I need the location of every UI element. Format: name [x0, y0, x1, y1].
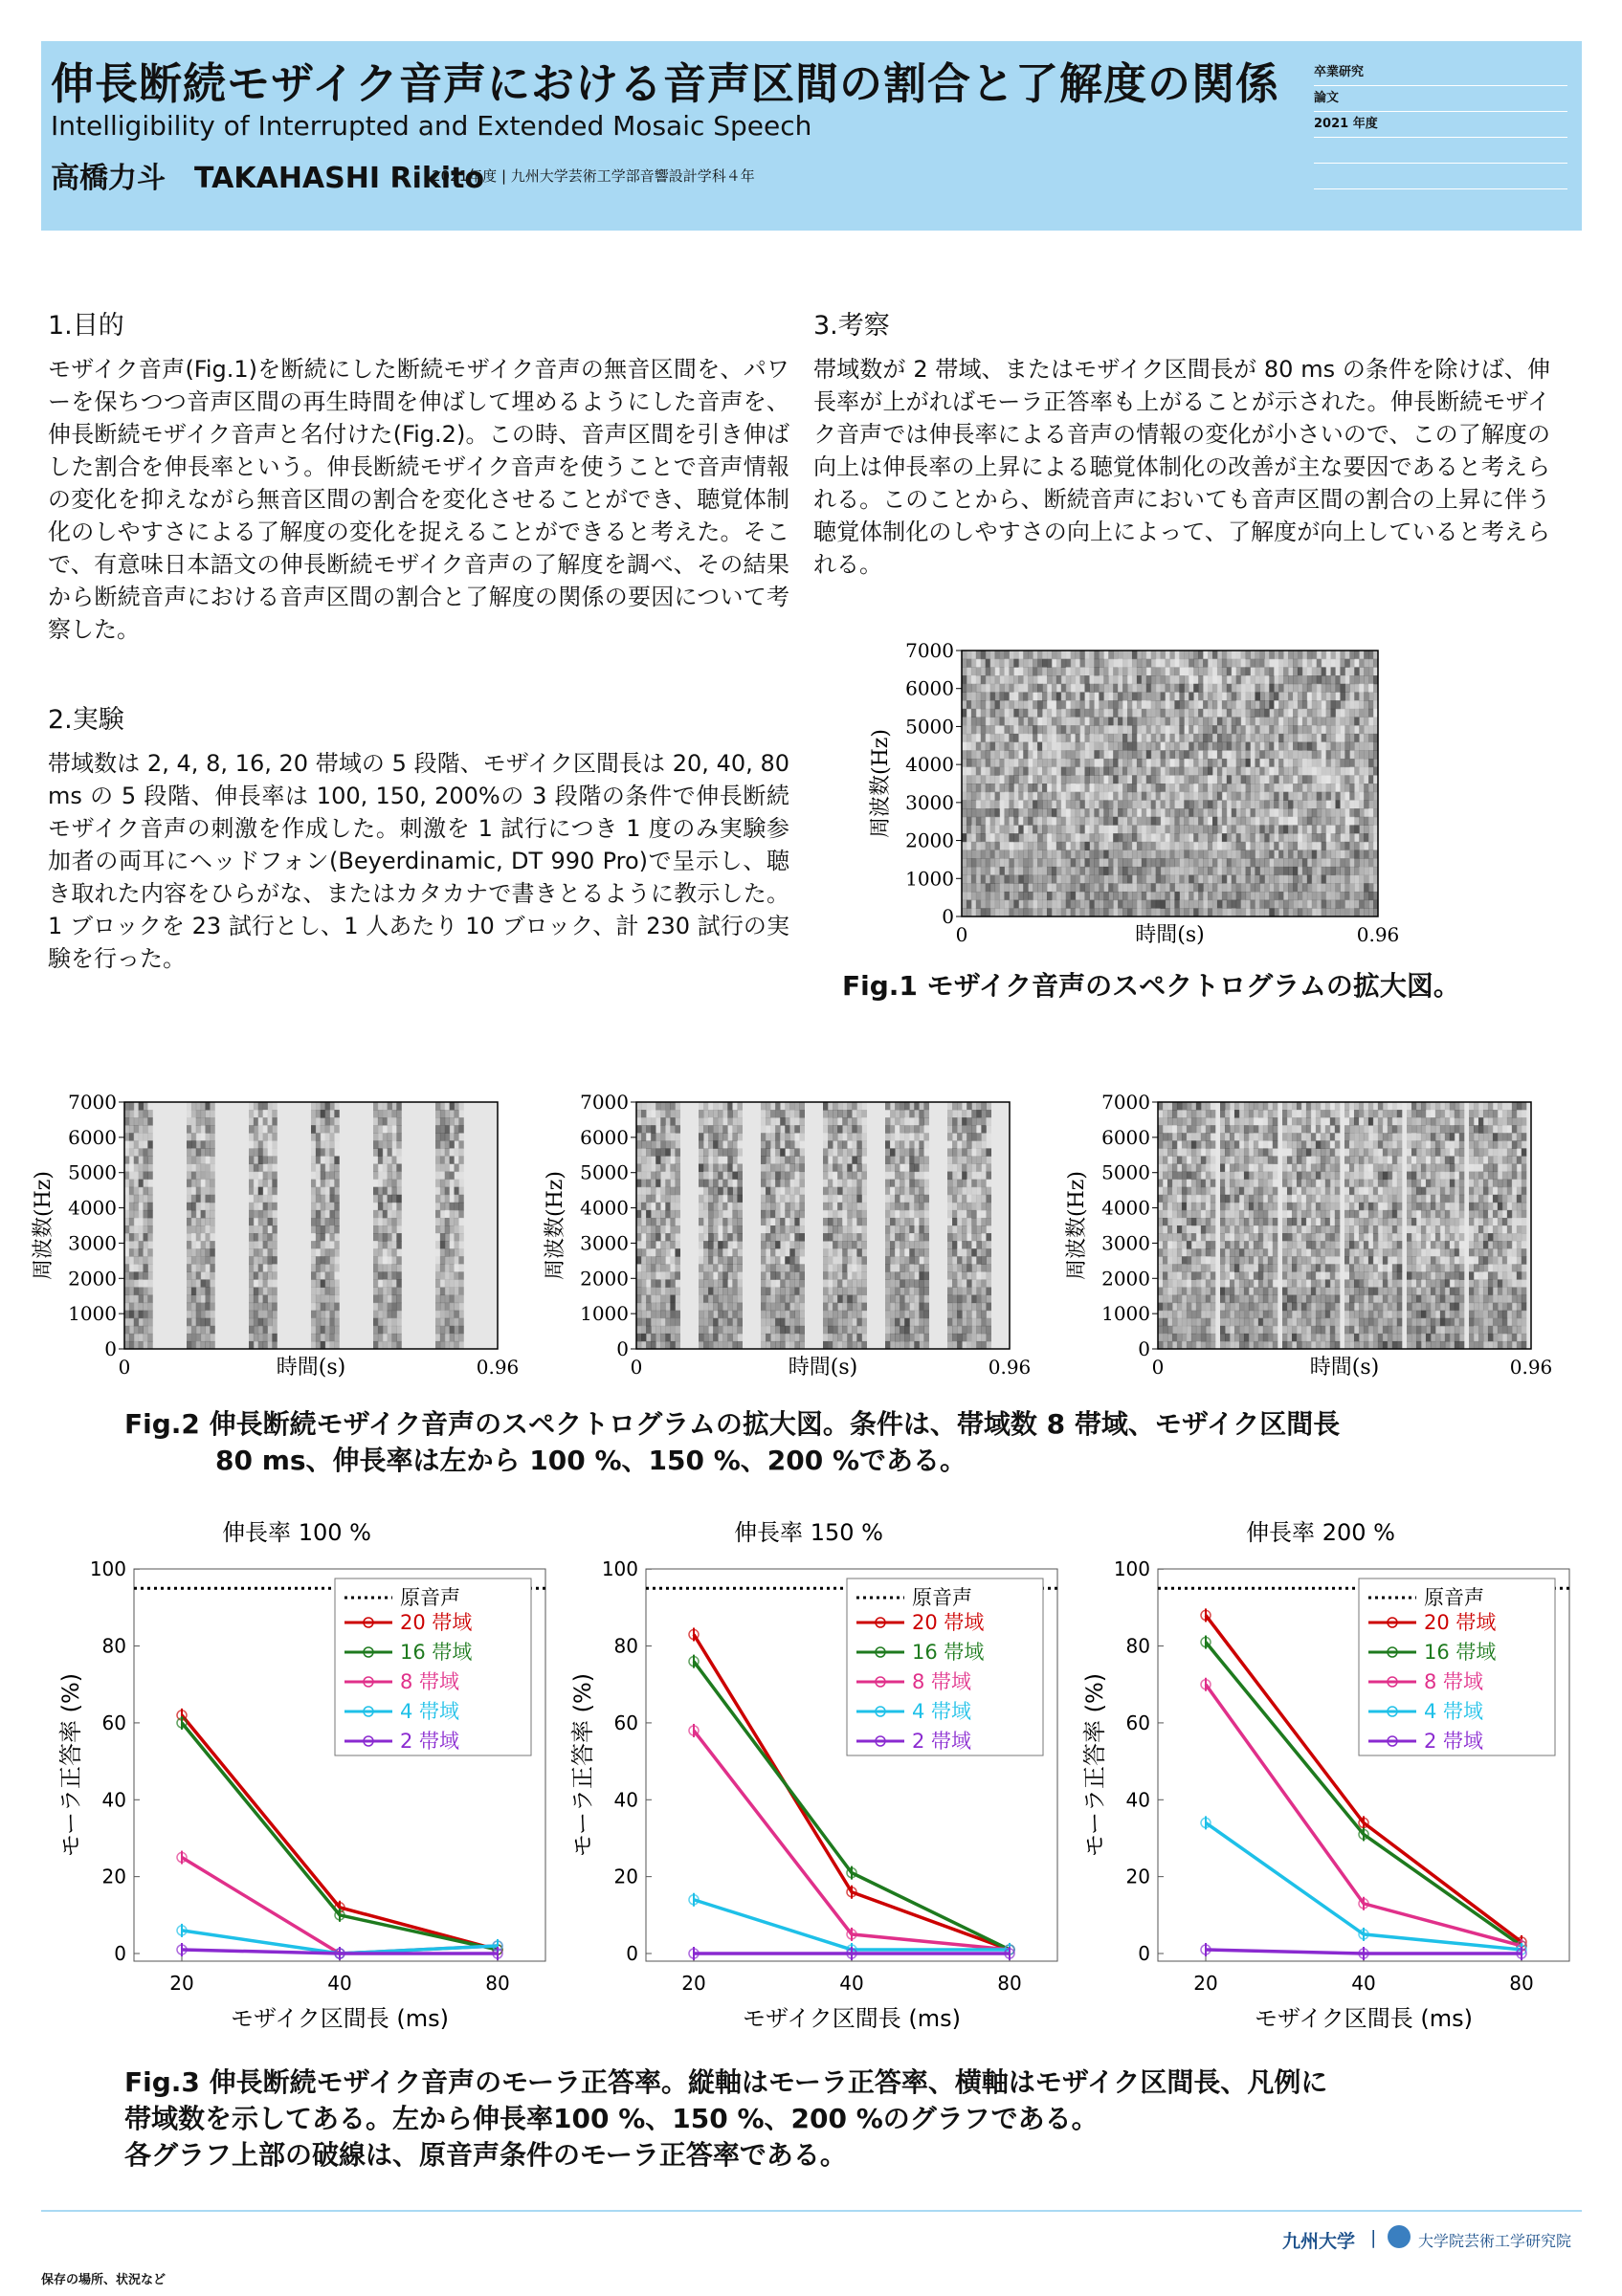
spectrogram-segment — [1013, 651, 1066, 917]
legend-label: 4 帯域 — [400, 1700, 460, 1723]
legend-label: 8 帯域 — [1424, 1670, 1484, 1693]
y-axis-label: 周波数(Hz) — [1065, 1171, 1089, 1280]
x-tick-label: 40 — [839, 1972, 864, 1995]
y-tick-label: 0 — [942, 905, 954, 928]
fig3-chart-200 — [1072, 1512, 1589, 2047]
fig1-caption: Fig.1 モザイク音声のスペクトログラムの拡大図。 — [842, 970, 1460, 1002]
y-tick-label: 3000 — [68, 1231, 117, 1255]
y-tick-label: 40 — [613, 1788, 638, 1812]
page-title: 伸長断続モザイク音声における音声区間の割合と了解度の関係 — [51, 58, 1279, 109]
spectrogram-segment — [636, 1102, 680, 1350]
x-tick-label: 80 — [1509, 1972, 1534, 1995]
legend-label: 原音声 — [912, 1586, 972, 1609]
spectrogram-svg — [29, 1091, 526, 1397]
section-heading: 3.考察 — [813, 311, 890, 341]
y-tick-label: 3000 — [1101, 1231, 1150, 1255]
y-tick-label: 0 — [104, 1337, 117, 1360]
y-tick-label: 20 — [1125, 1865, 1150, 1888]
logo-separator: | — [1370, 2227, 1377, 2248]
fig1-spectrogram — [866, 639, 1407, 964]
y-tick-label: 6000 — [580, 1125, 629, 1149]
spectrogram-segment — [1222, 651, 1275, 917]
fig3-caption-line2: 帯域数を示してある。左から伸長率100 %、150 %、200 %のグラフである。 — [124, 2103, 1099, 2134]
y-tick-label: 5000 — [580, 1160, 629, 1184]
y-tick-label: 6000 — [68, 1125, 117, 1149]
line-chart-svg — [48, 1512, 565, 2047]
chart-title: 伸長率 150 % — [734, 1519, 883, 1546]
x-axis-label: 時間(s) — [788, 1356, 858, 1380]
header-banner — [41, 41, 1582, 231]
y-tick-label: 20 — [613, 1865, 638, 1888]
spectrogram-segment — [1158, 1102, 1215, 1350]
x-axis-label: 時間(s) — [1309, 1356, 1380, 1380]
spectrogram-segment — [1282, 1102, 1340, 1350]
y-tick-label: 5000 — [905, 715, 954, 739]
section-purpose — [48, 304, 789, 646]
spectrogram-segment — [962, 651, 1014, 917]
legend-label: 20 帯域 — [912, 1611, 985, 1634]
author-name: 高橋力斗 TAKAHASHI Rikito — [51, 162, 485, 195]
spectrogram-segment — [761, 1102, 805, 1350]
x-tick-label: 20 — [169, 1972, 194, 1995]
legend-label: 2 帯域 — [1424, 1730, 1484, 1753]
fig3-caption — [124, 2064, 1579, 2174]
y-tick-label: 0 — [616, 1337, 629, 1360]
legend-label: 原音声 — [1424, 1586, 1484, 1609]
y-tick-label: 0 — [1138, 1337, 1150, 1360]
x-tick-label: 0.96 — [1509, 1356, 1553, 1379]
x-tick-label: 20 — [681, 1972, 706, 1995]
x-tick-label: 80 — [485, 1972, 510, 1995]
y-tick-label: 3000 — [580, 1231, 629, 1255]
meta-cell — [1314, 164, 1567, 189]
fig3-chart-100 — [48, 1512, 565, 2047]
y-tick-label: 20 — [101, 1865, 126, 1888]
x-axis-label: モザイク区間長 (ms) — [742, 2005, 962, 2032]
series-line — [694, 1900, 1010, 1950]
spectrogram-segment — [823, 1102, 867, 1350]
x-axis-label: 時間(s) — [1135, 923, 1205, 947]
y-tick-label: 80 — [1125, 1634, 1150, 1658]
y-tick-label: 4000 — [68, 1196, 117, 1220]
fig2-caption-line2: 80 ms、伸長率は左から 100 %、150 %、200 %である。 — [215, 1445, 967, 1476]
spectrogram-segment — [1274, 651, 1326, 917]
y-tick-label: 7000 — [68, 1091, 117, 1114]
legend-label: 8 帯域 — [912, 1670, 972, 1693]
spectrogram-segment — [1170, 651, 1223, 917]
fig2-caption — [124, 1406, 1579, 1479]
section-body: 帯域数は 2, 4, 8, 16, 20 帯域の 5 段階、モザイク区間長は 20, 40, 80 ms の 5 段階、伸長率は 100, 150, 200%の 3 段階の条件で伸長断続モザイク音声の刺激を作成した。刺激を 1 試行につき 1 度のみ実験参加者の両耳にヘッドフォン(Beyerdinamic, DT 990 Pro)で呈示し、聴き取れた内容をひらがな、またはカタカナで書きとるように教示した。1 ブロックを 23 試行とし、1 人あたり 10 ブロック、計 230 試行の実験を行った。 — [48, 750, 789, 972]
y-tick-label: 2000 — [905, 828, 954, 852]
y-tick-label: 5000 — [1101, 1160, 1150, 1184]
section-experiment — [48, 698, 789, 975]
x-tick-label: 40 — [1351, 1972, 1376, 1995]
fig3-caption-line3: 各グラフ上部の破線は、原音声条件のモーラ正答率である。 — [124, 2139, 847, 2171]
x-tick-label: 0 — [955, 923, 968, 946]
meta-cell: 2021 年度 — [1314, 112, 1567, 138]
spectrogram-svg — [1062, 1091, 1560, 1397]
x-tick-label: 0.96 — [988, 1356, 1032, 1379]
y-tick-label: 1000 — [905, 867, 954, 891]
y-tick-label: 0 — [1138, 1942, 1150, 1965]
spectrogram-segment — [249, 1102, 278, 1350]
x-tick-label: 0 — [630, 1356, 643, 1379]
x-tick-label: 20 — [1193, 1972, 1218, 1995]
section-heading: 2.実験 — [48, 705, 124, 735]
faculty-emblem-icon — [1388, 2225, 1411, 2248]
section-body: 帯域数が 2 帯域、またはモザイク区間長が 80 ms の条件を除けば、伸長率が上がればモーラ正答率も上がることが示された。伸長断続モザイク音声では伸長率による音声の情報の変化が小さいので、この了解度の向上は伸長率の上昇による聴覚体制化の改善が主な要因であると考えられる。このことから、断続音声においても音声区間の割合の上昇に伴う聴覚体制化のしやすさの向上によって、了解度が向上していると考えられる。 — [813, 356, 1550, 578]
y-tick-label: 6000 — [1101, 1125, 1150, 1149]
y-axis-label: 周波数(Hz) — [869, 729, 893, 838]
y-tick-label: 6000 — [905, 676, 954, 700]
y-tick-label: 7000 — [580, 1091, 629, 1114]
y-tick-label: 1000 — [1101, 1302, 1150, 1326]
legend-label: 20 帯域 — [1424, 1611, 1497, 1634]
footer-note: 保存の場所、状況など — [41, 2273, 167, 2287]
spectrogram-segment — [1220, 1102, 1278, 1350]
y-tick-label: 40 — [1125, 1788, 1150, 1812]
fig2-spectrogram-150 — [541, 1091, 1038, 1397]
y-tick-label: 4000 — [905, 753, 954, 777]
x-tick-label: 0 — [118, 1356, 131, 1379]
y-tick-label: 5000 — [68, 1160, 117, 1184]
legend-label: 2 帯域 — [912, 1730, 972, 1753]
y-tick-label: 2000 — [580, 1267, 629, 1291]
chart-title: 伸長率 100 % — [222, 1519, 371, 1546]
y-tick-label: 100 — [89, 1557, 126, 1581]
spectrogram-segment — [1469, 1102, 1526, 1350]
fig2-caption-line1: Fig.2 伸長断続モザイク音声のスペクトログラムの拡大図。条件は、帯域数 8 帯域、モザイク区間長 — [124, 1408, 1341, 1440]
spectrogram-segment — [1326, 651, 1379, 917]
y-tick-label: 0 — [626, 1942, 638, 1965]
spectrogram-svg — [866, 639, 1407, 964]
spectrogram-segment — [435, 1102, 464, 1350]
spectrogram-svg — [541, 1091, 1038, 1397]
y-tick-label: 4000 — [1101, 1196, 1150, 1220]
y-tick-label: 2000 — [1101, 1267, 1150, 1291]
legend-label: 8 帯域 — [400, 1670, 460, 1693]
spectrogram-segment — [1118, 651, 1170, 917]
y-axis-label: モーラ正答率 (%) — [1081, 1672, 1108, 1858]
spectrogram-segment — [699, 1102, 743, 1350]
x-tick-label: 40 — [327, 1972, 352, 1995]
spectrogram-segment — [373, 1102, 402, 1350]
legend-label: 16 帯域 — [1424, 1641, 1497, 1664]
legend-label: 16 帯域 — [400, 1641, 473, 1664]
x-tick-label: 80 — [997, 1972, 1022, 1995]
chart-title: 伸長率 200 % — [1246, 1519, 1395, 1546]
x-tick-label: 0.96 — [1356, 923, 1400, 946]
affiliation: 2021年度 | 九州大学芸術工学部音響設計学科４年 — [432, 167, 755, 185]
x-tick-label: 0 — [1151, 1356, 1165, 1379]
spectrogram-segment — [124, 1102, 153, 1350]
legend-label: 4 帯域 — [1424, 1700, 1484, 1723]
fig2-spectrogram-100 — [29, 1091, 526, 1397]
kyushu-logo-text: 九州大学 — [1282, 2231, 1356, 2252]
y-tick-label: 7000 — [1101, 1091, 1150, 1114]
section-body: モザイク音声(Fig.1)を断続にした断続モザイク音声の無音区間を、パワーを保ちつつ音声区間の再生時間を伸ばして埋めるようにした音声を、伸長断続モザイク音声と名付けた(Fig.2)。この時、音声区間を引き伸ばした割合を伸長率という。伸長断続モザイク音声を使うことで音声情報の変化を抑えながら無音区間の割合を変化させることができ、聴覚体制化のしやすさによる了解度の変化を捉えることができると考えた。そこで、有意味日本語文の伸長断続モザイク音声の了解度を調べ、その結果から断続音声における音声区間の割合と了解度の関係の要因について考察した。 — [48, 356, 789, 643]
spectrogram-segment — [1066, 651, 1119, 917]
line-chart-svg — [560, 1512, 1077, 2047]
legend-label: 4 帯域 — [912, 1700, 972, 1723]
y-tick-label: 3000 — [905, 790, 954, 814]
spectrogram-segment — [311, 1102, 340, 1350]
y-tick-label: 2000 — [68, 1267, 117, 1291]
legend-label: 原音声 — [400, 1586, 460, 1609]
fig3-caption-line1: Fig.3 伸長断続モザイク音声のモーラ正答率。縦軸はモーラ正答率、横軸はモザイク区間長、凡例に — [124, 2066, 1328, 2098]
spectrogram-segment — [1344, 1102, 1402, 1350]
spectrogram-segment — [1407, 1102, 1464, 1350]
fig3-chart-150 — [560, 1512, 1077, 2047]
meta-cell: 論文 — [1314, 86, 1567, 112]
y-tick-label: 60 — [1125, 1711, 1150, 1734]
y-tick-label: 100 — [601, 1557, 638, 1581]
x-axis-label: モザイク区間長 (ms) — [1254, 2005, 1474, 2032]
section-heading: 1.目的 — [48, 311, 124, 341]
y-tick-label: 60 — [613, 1711, 638, 1734]
y-axis-label: モーラ正答率 (%) — [57, 1672, 84, 1858]
y-tick-label: 80 — [101, 1634, 126, 1658]
english-title: Intelligibility of Interrupted and Extended Mosaic Speech — [51, 110, 812, 142]
meta-cell: 卒業研究 — [1314, 60, 1567, 86]
meta-cell — [1314, 138, 1567, 164]
y-tick-label: 4000 — [580, 1196, 629, 1220]
y-tick-label: 7000 — [905, 639, 954, 662]
spectrogram-segment — [885, 1102, 929, 1350]
y-axis-label: モーラ正答率 (%) — [569, 1672, 596, 1858]
meta-table — [1314, 60, 1567, 189]
x-axis-label: モザイク区間長 (ms) — [230, 2005, 450, 2032]
series-line — [694, 1731, 1010, 1950]
y-tick-label: 40 — [101, 1788, 126, 1812]
x-tick-label: 0.96 — [476, 1356, 520, 1379]
y-axis-label: 周波数(Hz) — [32, 1171, 56, 1280]
legend-label: 16 帯域 — [912, 1641, 985, 1664]
y-axis-label: 周波数(Hz) — [544, 1171, 567, 1280]
line-chart-svg — [1072, 1512, 1589, 2047]
legend-label: 20 帯域 — [400, 1611, 473, 1634]
y-tick-label: 1000 — [580, 1302, 629, 1326]
x-axis-label: 時間(s) — [276, 1356, 346, 1380]
y-tick-label: 80 — [613, 1634, 638, 1658]
y-tick-label: 100 — [1113, 1557, 1150, 1581]
y-tick-label: 60 — [101, 1711, 126, 1734]
faculty-logo-text: 大学院芸術工学研究院 — [1418, 2232, 1572, 2250]
spectrogram-segment — [947, 1102, 991, 1350]
fig2-spectrogram-200 — [1062, 1091, 1560, 1397]
legend-label: 2 帯域 — [400, 1730, 460, 1753]
y-tick-label: 0 — [114, 1942, 126, 1965]
section-discussion — [813, 304, 1550, 581]
y-tick-label: 1000 — [68, 1302, 117, 1326]
spectrogram-segment — [187, 1102, 215, 1350]
footer-divider — [41, 2210, 1582, 2212]
